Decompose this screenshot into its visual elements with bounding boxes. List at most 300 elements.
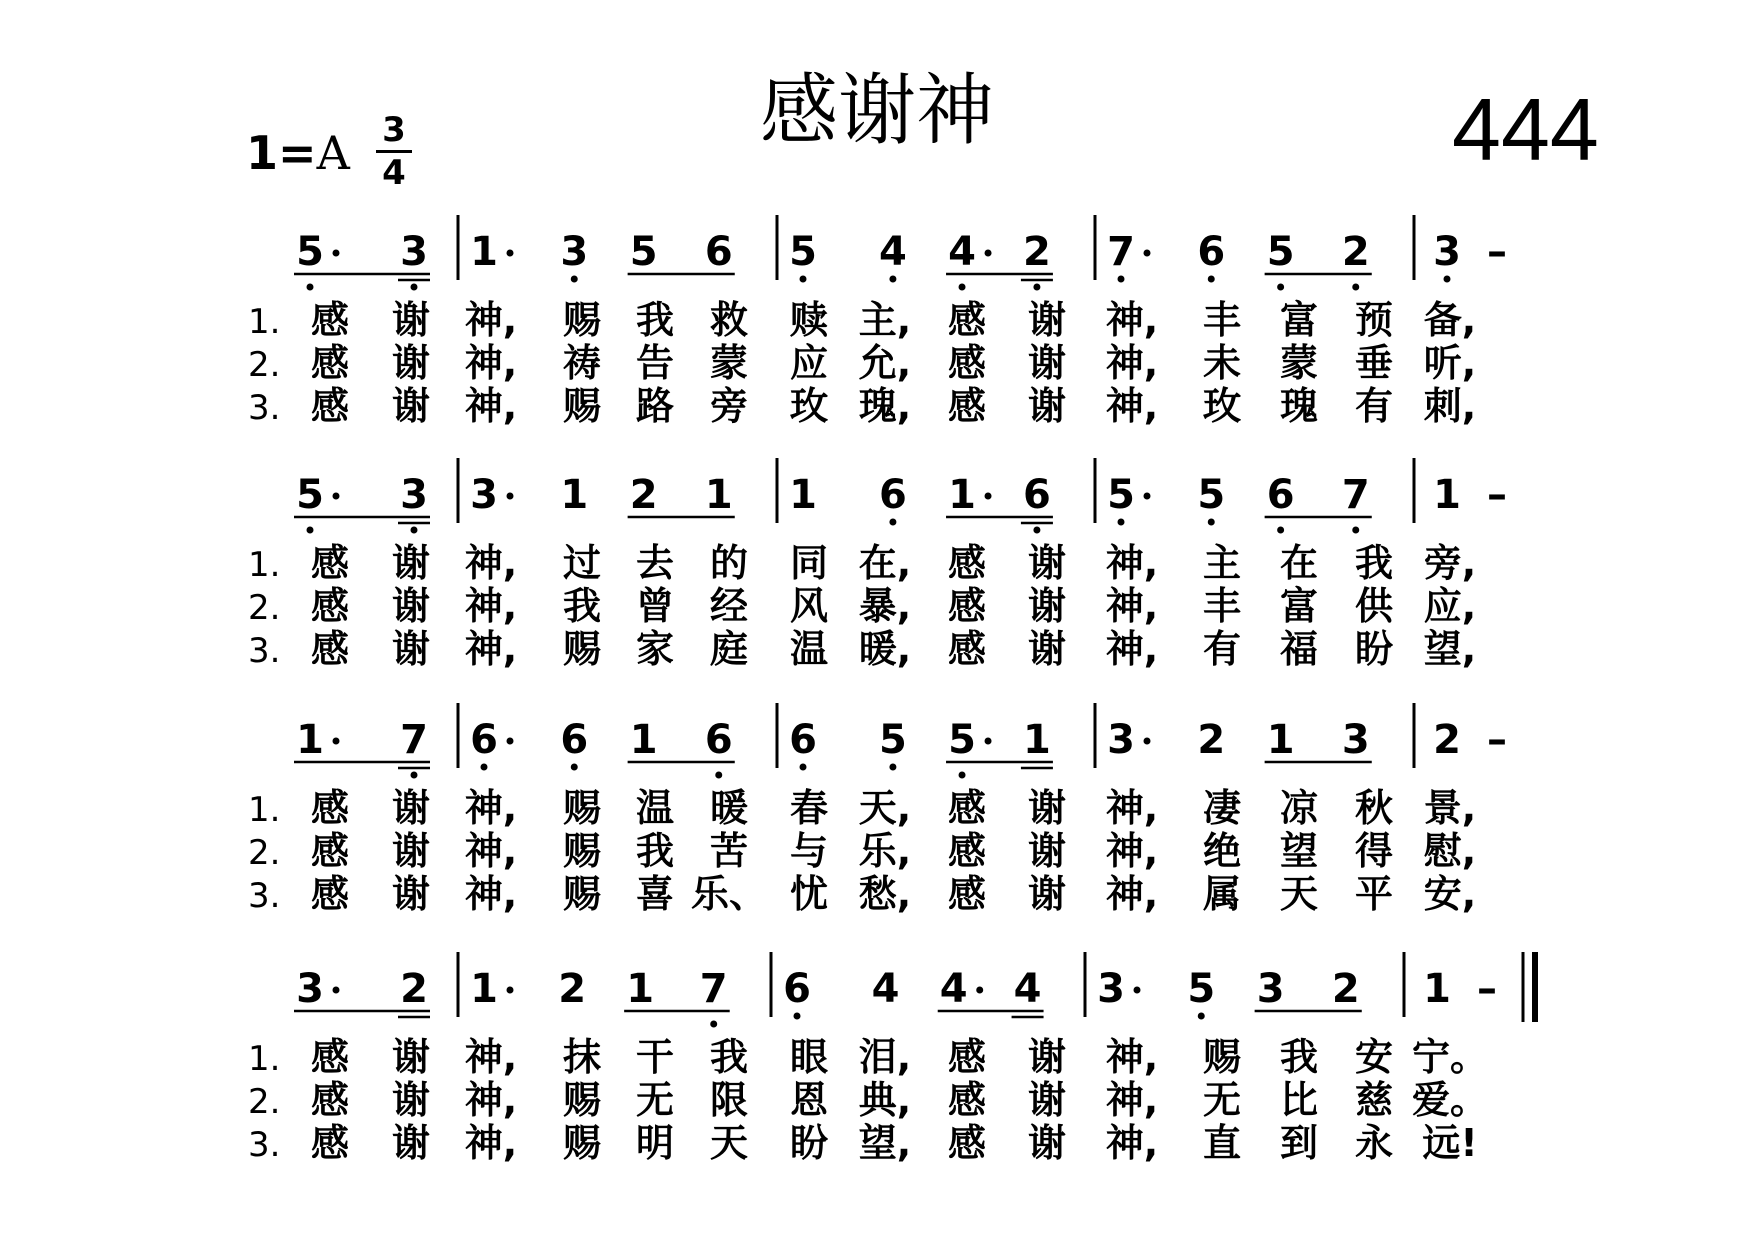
lyric-syllable: 谢 xyxy=(1027,829,1067,873)
lower-octave-dot xyxy=(481,764,488,771)
lyric-syllable: 景, xyxy=(1423,786,1477,830)
lyric-syllable: 感 xyxy=(310,584,350,628)
lyric-syllable: 过 xyxy=(562,541,602,585)
lyric-syllable: 赐 xyxy=(562,872,602,916)
verse-number: 2. xyxy=(248,1082,281,1122)
jianpu-note: 5 xyxy=(1266,229,1295,275)
lyric-syllable: 路 xyxy=(635,384,675,428)
lyric-syllable: 有 xyxy=(1202,627,1242,671)
lyric-syllable: 乐, xyxy=(858,829,912,873)
lyric-syllable: 神, xyxy=(1105,1078,1159,1122)
lyric-syllable: 谢 xyxy=(391,1078,431,1122)
lyric-syllable: 主, xyxy=(858,298,912,342)
lyric-syllable: 感 xyxy=(310,341,350,385)
augmentation-dot xyxy=(1134,987,1141,994)
jianpu-note: 1 xyxy=(789,472,817,518)
lyric-syllable: 神, xyxy=(1105,786,1159,830)
lyric-syllable: 赎 xyxy=(789,298,829,342)
lyric-syllable: 谢 xyxy=(391,1121,431,1165)
lyric-syllable: 永 xyxy=(1354,1121,1394,1165)
lyric-syllable: 家 xyxy=(635,627,675,671)
lower-octave-dot xyxy=(1118,519,1125,526)
jianpu-note: 6 xyxy=(560,717,589,763)
lyric-syllable: 感 xyxy=(947,584,987,628)
jianpu-note: 3 xyxy=(1107,717,1135,763)
jianpu-note: 1 xyxy=(470,229,498,275)
lyric-syllable: 允, xyxy=(858,341,912,385)
lyric-syllable: 感 xyxy=(947,341,987,385)
jianpu-note: 1 xyxy=(1433,472,1461,518)
lyric-syllable: 赐 xyxy=(562,786,602,830)
lyric-syllable: 供 xyxy=(1354,584,1394,628)
lyric-syllable: 望 xyxy=(1279,829,1319,873)
lyric-syllable: 祷 xyxy=(562,341,602,385)
jianpu-note: 2 xyxy=(1331,966,1360,1012)
lyric-syllable: 暴, xyxy=(858,584,912,628)
lyric-syllable: 蒙 xyxy=(709,341,749,385)
verse-number: 1. xyxy=(248,302,281,342)
lower-octave-dot xyxy=(307,284,314,291)
augmentation-dot xyxy=(507,493,514,500)
lyric-syllable: 感 xyxy=(947,786,987,830)
lyric-syllable: 在 xyxy=(1279,541,1319,585)
lyric-syllable: 福 xyxy=(1279,627,1319,671)
jianpu-note: 3 xyxy=(1256,966,1285,1012)
jianpu-note: 6 xyxy=(789,717,817,763)
jianpu-note: 2 xyxy=(1433,717,1461,763)
lyric-syllable: 谢 xyxy=(1027,341,1067,385)
jianpu-note: 4 xyxy=(939,966,968,1012)
lyric-syllable: 感 xyxy=(947,541,987,585)
lyric-syllable: 得 xyxy=(1354,829,1394,873)
lyric-syllable: 谢 xyxy=(391,1035,431,1079)
lower-octave-dot xyxy=(959,284,966,291)
lyric-syllable: 喜 xyxy=(635,872,675,916)
lyric-syllable: 应, xyxy=(1423,584,1477,628)
lyric-syllable: 感 xyxy=(310,627,350,671)
verse-number: 1. xyxy=(248,545,281,585)
jianpu-note: 2 xyxy=(400,966,428,1012)
jianpu-note: 3 xyxy=(400,472,428,518)
lyric-syllable: 富 xyxy=(1279,584,1319,628)
lyric-syllable: 神, xyxy=(1105,829,1159,873)
lower-octave-dot xyxy=(1444,276,1451,283)
lyric-syllable: 谢 xyxy=(391,584,431,628)
jianpu-note: 6 xyxy=(704,717,733,763)
lyric-syllable: 旁, xyxy=(1423,541,1477,585)
verse-number: 1. xyxy=(248,790,281,830)
lyric-syllable: 谢 xyxy=(1027,1078,1067,1122)
lyric-syllable: 到 xyxy=(1279,1121,1319,1165)
lyric-syllable: 盼 xyxy=(1354,627,1394,671)
jianpu-note: 5 xyxy=(1197,472,1226,518)
jianpu-note: 3 xyxy=(1433,229,1461,275)
lyric-syllable: 感 xyxy=(310,384,350,428)
lyric-syllable: 干 xyxy=(635,1035,675,1079)
lyric-syllable: 神, xyxy=(1105,298,1159,342)
lyric-syllable: 丰 xyxy=(1202,584,1242,628)
lyric-syllable: 谢 xyxy=(1027,541,1067,585)
lyric-syllable: 神, xyxy=(1105,627,1159,671)
lyric-syllable: 感 xyxy=(947,298,987,342)
lyric-syllable: 丰 xyxy=(1202,298,1242,342)
lyric-syllable: 蒙 xyxy=(1279,341,1319,385)
lyric-syllable: 我 xyxy=(635,298,675,342)
lyric-syllable: 感 xyxy=(310,872,350,916)
lyric-syllable: 神, xyxy=(1105,584,1159,628)
lyric-syllable: 谢 xyxy=(1027,627,1067,671)
lyric-syllable: 典, xyxy=(858,1078,912,1122)
lyric-syllable: 乐、 xyxy=(690,872,768,916)
jianpu-note: 3 xyxy=(560,229,589,275)
lyric-syllable: 神, xyxy=(464,1078,518,1122)
lyric-syllable: 谢 xyxy=(1027,872,1067,916)
jianpu-note: – xyxy=(1477,966,1497,1012)
lyric-syllable: 谢 xyxy=(1027,584,1067,628)
lyric-syllable: 赐 xyxy=(562,1078,602,1122)
jianpu-note: 2 xyxy=(1341,229,1370,275)
hymn-number: 444 xyxy=(1452,80,1599,179)
lyric-syllable: 谢 xyxy=(1027,1121,1067,1165)
lower-octave-dot xyxy=(571,276,578,283)
jianpu-note: 3 xyxy=(400,229,428,275)
lyric-syllable: 暖, xyxy=(858,627,912,671)
lyric-syllable: 望, xyxy=(858,1121,912,1165)
lyric-syllable: 谢 xyxy=(391,541,431,585)
lower-octave-dot xyxy=(571,764,578,771)
jianpu-note: – xyxy=(1487,229,1507,275)
jianpu-note: 1 xyxy=(1022,717,1051,763)
lyric-syllable: 神, xyxy=(464,872,518,916)
jianpu-note: 5 xyxy=(1107,472,1135,518)
lower-octave-dot xyxy=(411,527,418,534)
jianpu-note: 1 xyxy=(704,472,733,518)
jianpu-note: 6 xyxy=(470,717,498,763)
lyric-syllable: 谢 xyxy=(391,298,431,342)
lower-octave-dot xyxy=(1033,284,1040,291)
lyric-syllable: 神, xyxy=(464,1035,518,1079)
lyric-syllable: 我 xyxy=(1279,1035,1319,1079)
lyric-syllable: 忧 xyxy=(789,872,829,916)
verse-number: 3. xyxy=(248,1125,281,1165)
jianpu-note: 2 xyxy=(629,472,658,518)
lyric-syllable: 赐 xyxy=(562,829,602,873)
lower-octave-dot xyxy=(959,772,966,779)
lyric-syllable: 平 xyxy=(1354,872,1394,916)
verse-number: 3. xyxy=(248,388,281,428)
augmentation-dot xyxy=(333,987,340,994)
lyric-syllable: 眼 xyxy=(789,1035,829,1079)
lyric-syllable: 有 xyxy=(1354,384,1394,428)
lyric-syllable: 玫 xyxy=(1202,384,1242,428)
lyric-syllable: 谢 xyxy=(391,341,431,385)
lyric-syllable: 我 xyxy=(1354,541,1394,585)
jianpu-note: 2 xyxy=(1022,229,1051,275)
lyric-syllable: 春 xyxy=(789,786,829,830)
lyric-syllable: 神, xyxy=(464,786,518,830)
jianpu-note: 1 xyxy=(1266,717,1295,763)
lyric-syllable: 感 xyxy=(310,1121,350,1165)
lyric-syllable: 盼 xyxy=(789,1121,829,1165)
jianpu-note: 1 xyxy=(626,966,655,1012)
lyric-syllable: 刺, xyxy=(1423,384,1477,428)
augmentation-dot xyxy=(1144,250,1151,257)
jianpu-note: 6 xyxy=(1022,472,1051,518)
hymn-title: 感谢神 xyxy=(759,66,994,156)
lyric-syllable: 神, xyxy=(1105,1035,1159,1079)
lower-octave-dot xyxy=(889,764,896,771)
lyric-syllable: 神, xyxy=(464,1121,518,1165)
lower-octave-dot xyxy=(1208,276,1215,283)
lyric-syllable: 富 xyxy=(1279,298,1319,342)
lyric-syllable: 感 xyxy=(947,384,987,428)
lyric-syllable: 安, xyxy=(1423,872,1477,916)
lyric-syllable: 明 xyxy=(635,1121,675,1165)
lyric-syllable: 的 xyxy=(709,541,749,585)
lyric-syllable: 听, xyxy=(1423,341,1477,385)
jianpu-note: 3 xyxy=(1341,717,1370,763)
lyric-syllable: 谢 xyxy=(391,786,431,830)
lyric-syllable: 温 xyxy=(635,786,675,830)
lyric-syllable: 暖 xyxy=(709,786,749,830)
lower-octave-dot xyxy=(1352,284,1359,291)
key-equals-sign: = xyxy=(278,126,317,180)
lyric-syllable: 神, xyxy=(464,584,518,628)
jianpu-note: 5 xyxy=(1187,966,1216,1012)
verse-number: 1. xyxy=(248,1039,281,1079)
jianpu-note: 6 xyxy=(704,229,733,275)
lyric-syllable: 告 xyxy=(635,341,675,385)
lyric-syllable: 感 xyxy=(947,829,987,873)
jianpu-note: – xyxy=(1487,472,1507,518)
lyric-syllable: 预 xyxy=(1354,298,1394,342)
augmentation-dot xyxy=(985,250,992,257)
lower-octave-dot xyxy=(1208,519,1215,526)
jianpu-note: 4 xyxy=(948,229,976,275)
lyric-syllable: 宁。 xyxy=(1411,1035,1489,1079)
lyric-syllable: 未 xyxy=(1202,341,1242,385)
lyric-syllable: 风 xyxy=(789,584,829,628)
lyric-syllable: 抹 xyxy=(562,1035,602,1079)
jianpu-note: 1 xyxy=(629,717,658,763)
lower-octave-dot xyxy=(710,1021,717,1028)
lyric-syllable: 感 xyxy=(310,829,350,873)
lyric-syllable: 谢 xyxy=(1027,786,1067,830)
augmentation-dot xyxy=(1144,493,1151,500)
jianpu-note: 3 xyxy=(296,966,324,1012)
jianpu-note: 5 xyxy=(878,717,907,763)
lyric-syllable: 赐 xyxy=(1202,1035,1242,1079)
jianpu-note: 6 xyxy=(1197,229,1226,275)
lower-octave-dot xyxy=(307,527,314,534)
jianpu-note: 4 xyxy=(1013,966,1042,1012)
lower-octave-dot xyxy=(1277,527,1284,534)
jianpu-note: 3 xyxy=(1097,966,1125,1012)
jianpu-note: 5 xyxy=(789,229,817,275)
lyric-syllable: 感 xyxy=(310,1035,350,1079)
lyric-syllable: 苦 xyxy=(709,829,749,873)
lyric-syllable: 凄 xyxy=(1202,786,1242,830)
augmentation-dot xyxy=(985,738,992,745)
lyric-syllable: 去 xyxy=(635,541,675,585)
augmentation-dot xyxy=(333,493,340,500)
lyric-syllable: 谢 xyxy=(1027,1035,1067,1079)
lyric-syllable: 神, xyxy=(464,829,518,873)
lyric-syllable: 瑰 xyxy=(1279,384,1319,428)
lyric-syllable: 神, xyxy=(464,384,518,428)
jianpu-note: 5 xyxy=(948,717,976,763)
lyric-syllable: 谢 xyxy=(1027,298,1067,342)
lyric-syllable: 与 xyxy=(789,829,829,873)
lyric-syllable: 谢 xyxy=(1027,384,1067,428)
lyric-syllable: 感 xyxy=(310,541,350,585)
augmentation-dot xyxy=(333,250,340,257)
jianpu-note: 4 xyxy=(878,229,907,275)
lyric-syllable: 瑰, xyxy=(858,384,912,428)
lyric-syllable: 安 xyxy=(1354,1035,1394,1079)
lyric-syllable: 爱。 xyxy=(1411,1078,1489,1122)
lyric-syllable: 在, xyxy=(858,541,912,585)
lyric-syllable: 我 xyxy=(709,1035,749,1079)
lyric-syllable: 垂 xyxy=(1354,341,1394,385)
lyric-syllable: 属 xyxy=(1202,872,1242,916)
lyric-syllable: 经 xyxy=(709,584,749,628)
lyric-syllable: 神, xyxy=(464,341,518,385)
lyric-syllable: 无 xyxy=(1202,1078,1242,1122)
lyric-syllable: 感 xyxy=(310,298,350,342)
lyric-syllable: 谢 xyxy=(391,384,431,428)
verse-number: 2. xyxy=(248,588,281,628)
jianpu-note: 7 xyxy=(1341,472,1370,518)
lyric-syllable: 赐 xyxy=(562,627,602,671)
lyric-syllable: 天 xyxy=(1279,872,1319,916)
lyric-syllable: 神, xyxy=(1105,872,1159,916)
lower-octave-dot xyxy=(1033,527,1040,534)
lyric-syllable: 感 xyxy=(947,1121,987,1165)
verse-number: 3. xyxy=(248,876,281,916)
lyric-syllable: 旁 xyxy=(709,384,749,428)
lyric-syllable: 天, xyxy=(858,786,912,830)
lower-octave-dot xyxy=(889,519,896,526)
augmentation-dot xyxy=(976,987,983,994)
lower-octave-dot xyxy=(800,276,807,283)
lyric-syllable: 神, xyxy=(1105,1121,1159,1165)
lyric-syllable: 感 xyxy=(947,872,987,916)
lower-octave-dot xyxy=(1352,527,1359,534)
lyric-syllable: 感 xyxy=(310,1078,350,1122)
lower-octave-dot xyxy=(411,772,418,779)
key-letter: A xyxy=(316,126,350,180)
lyric-syllable: 神, xyxy=(1105,384,1159,428)
lyric-syllable: 玫 xyxy=(789,384,829,428)
lyric-syllable: 泪, xyxy=(858,1035,912,1079)
lyric-syllable: 感 xyxy=(310,786,350,830)
jianpu-note: 7 xyxy=(1107,229,1135,275)
lyric-syllable: 我 xyxy=(635,829,675,873)
lyric-syllable: 应 xyxy=(789,341,829,385)
jianpu-note: 6 xyxy=(1266,472,1295,518)
lyric-syllable: 感 xyxy=(947,1078,987,1122)
jianpu-note: 6 xyxy=(878,472,907,518)
key-tonic-number: 1 xyxy=(246,126,279,180)
lower-octave-dot xyxy=(411,284,418,291)
lyric-syllable: 神, xyxy=(464,541,518,585)
augmentation-dot xyxy=(333,738,340,745)
jianpu-note: 1 xyxy=(1423,966,1451,1012)
lyric-syllable: 主 xyxy=(1202,541,1242,585)
lyric-syllable: 我 xyxy=(562,584,602,628)
jianpu-note: 7 xyxy=(400,717,428,763)
lyric-syllable: 恩 xyxy=(789,1078,829,1122)
lower-octave-dot xyxy=(889,276,896,283)
lower-octave-dot xyxy=(715,772,722,779)
lyric-syllable: 天 xyxy=(709,1121,749,1165)
jianpu-note: 5 xyxy=(296,472,324,518)
jianpu-note: 2 xyxy=(558,966,587,1012)
lower-octave-dot xyxy=(800,764,807,771)
verse-number: 2. xyxy=(248,345,281,385)
lyric-syllable: 赐 xyxy=(562,298,602,342)
lyric-syllable: 温 xyxy=(789,627,829,671)
lyric-syllable: 望, xyxy=(1423,627,1477,671)
time-signature-bottom: 4 xyxy=(382,153,406,193)
verse-number: 3. xyxy=(248,631,281,671)
augmentation-dot xyxy=(507,250,514,257)
lyric-syllable: 慰, xyxy=(1423,829,1477,873)
augmentation-dot xyxy=(507,738,514,745)
jianpu-note: 1 xyxy=(296,717,324,763)
lyric-syllable: 限 xyxy=(709,1078,749,1122)
jianpu-note: 7 xyxy=(699,966,728,1012)
lyric-syllable: 神, xyxy=(1105,541,1159,585)
jianpu-note: 4 xyxy=(871,966,900,1012)
lyric-syllable: 感 xyxy=(947,1035,987,1079)
lyric-syllable: 同 xyxy=(789,541,829,585)
lyric-syllable: 神, xyxy=(1105,341,1159,385)
lyric-syllable: 救 xyxy=(709,298,749,342)
jianpu-note: 3 xyxy=(470,472,498,518)
augmentation-dot xyxy=(507,987,514,994)
lyric-syllable: 直 xyxy=(1202,1121,1242,1165)
lyric-syllable: 感 xyxy=(947,627,987,671)
lower-octave-dot xyxy=(1277,284,1284,291)
jianpu-note: 5 xyxy=(296,229,324,275)
lyric-syllable: 远! xyxy=(1422,1121,1478,1165)
lyric-syllable: 愁, xyxy=(858,872,912,916)
lyric-syllable: 曾 xyxy=(635,584,675,628)
lyric-syllable: 谢 xyxy=(391,627,431,671)
lyric-syllable: 绝 xyxy=(1202,829,1242,873)
lyric-syllable: 赐 xyxy=(562,384,602,428)
lower-octave-dot xyxy=(1118,276,1125,283)
lower-octave-dot xyxy=(794,1013,801,1020)
jianpu-note: 5 xyxy=(629,229,658,275)
lyric-syllable: 赐 xyxy=(562,1121,602,1165)
lyric-syllable: 无 xyxy=(635,1078,675,1122)
time-signature-top: 3 xyxy=(382,110,406,150)
verse-number: 2. xyxy=(248,833,281,873)
lyric-syllable: 神, xyxy=(464,627,518,671)
lyric-syllable: 备, xyxy=(1423,298,1477,342)
lyric-syllable: 谢 xyxy=(391,829,431,873)
lyric-syllable: 庭 xyxy=(709,627,749,671)
lyric-syllable: 凉 xyxy=(1279,786,1319,830)
lyric-syllable: 谢 xyxy=(391,872,431,916)
jianpu-note: – xyxy=(1487,717,1507,763)
jianpu-note: 2 xyxy=(1197,717,1226,763)
lyric-syllable: 神, xyxy=(464,298,518,342)
lyric-syllable: 秋 xyxy=(1354,786,1394,830)
